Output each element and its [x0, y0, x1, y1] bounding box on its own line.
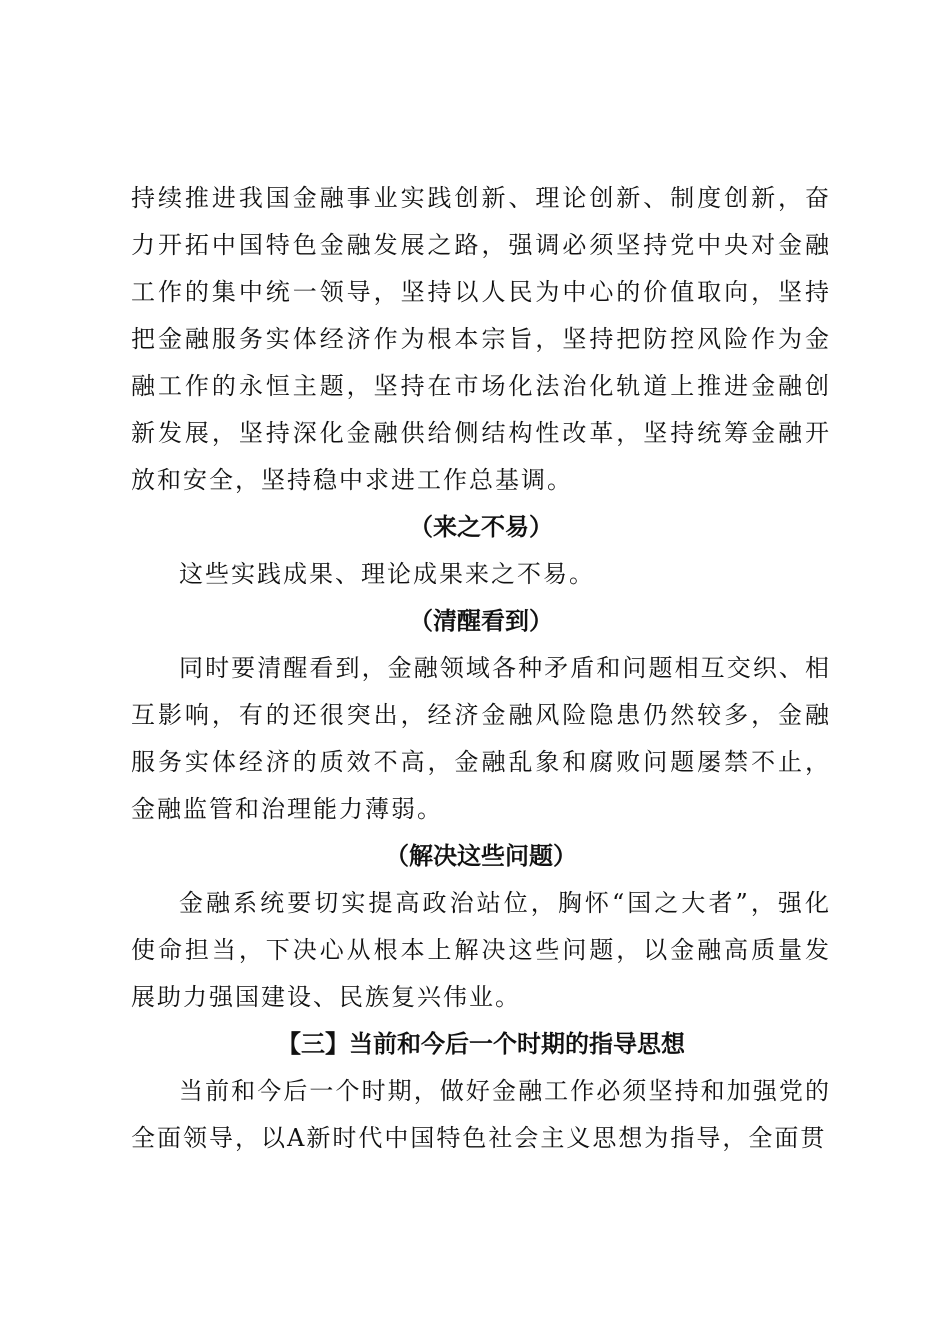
- paragraph-guiding-thought: 当前和今后一个时期，做好金融工作必须坚持和加强党的全面领导，以A新时代中国特色社会主义思想为指导，全面贯: [131, 1077, 831, 1152]
- paragraph-solutions: 金融系统要切实提高政治站位，胸怀“国之大者”，强化使命担当，下决心从根本上解决这些问题，以金融高质量发展助力强国建设、民族复兴伟业。: [131, 889, 831, 1011]
- document-body: [131, 175, 831, 1162]
- section-heading-hard-won: （来之不易）: [409, 513, 553, 541]
- paragraph-financial-principles: 持续推进我国金融事业实践创新、理论创新、制度创新，奋力开拓中国特色金融发展之路，强调必须坚持党中央对金融工作的集中统一领导，坚持以人民为中心的价值取向，坚持把金融服务实体经济作为根本宗旨，坚持把防控风险作为金融工作的永恒主题，坚持在市场化法治化轨道上推进金融创新发展，坚持深化金融供给侧结构性改革，坚持统筹金融开放和安全，坚持稳中求进工作总基调。: [131, 184, 831, 494]
- section-heading-guiding-thought: 【三】当前和今后一个时期的指导思想: [277, 1030, 685, 1058]
- section-heading-solve-problems: （解决这些问题）: [385, 842, 577, 870]
- paragraph-achievements: 这些实践成果、理论成果来之不易。: [179, 560, 595, 588]
- paragraph-problems: 同时要清醒看到，金融领域各种矛盾和问题相互交织、相互影响，有的还很突出，经济金融风险隐患仍然较多，金融服务实体经济的质效不高，金融乱象和腐败问题屡禁不止，金融监管和治理能力薄弱。: [131, 654, 831, 823]
- section-heading-clearly-see: （清醒看到）: [409, 607, 553, 635]
